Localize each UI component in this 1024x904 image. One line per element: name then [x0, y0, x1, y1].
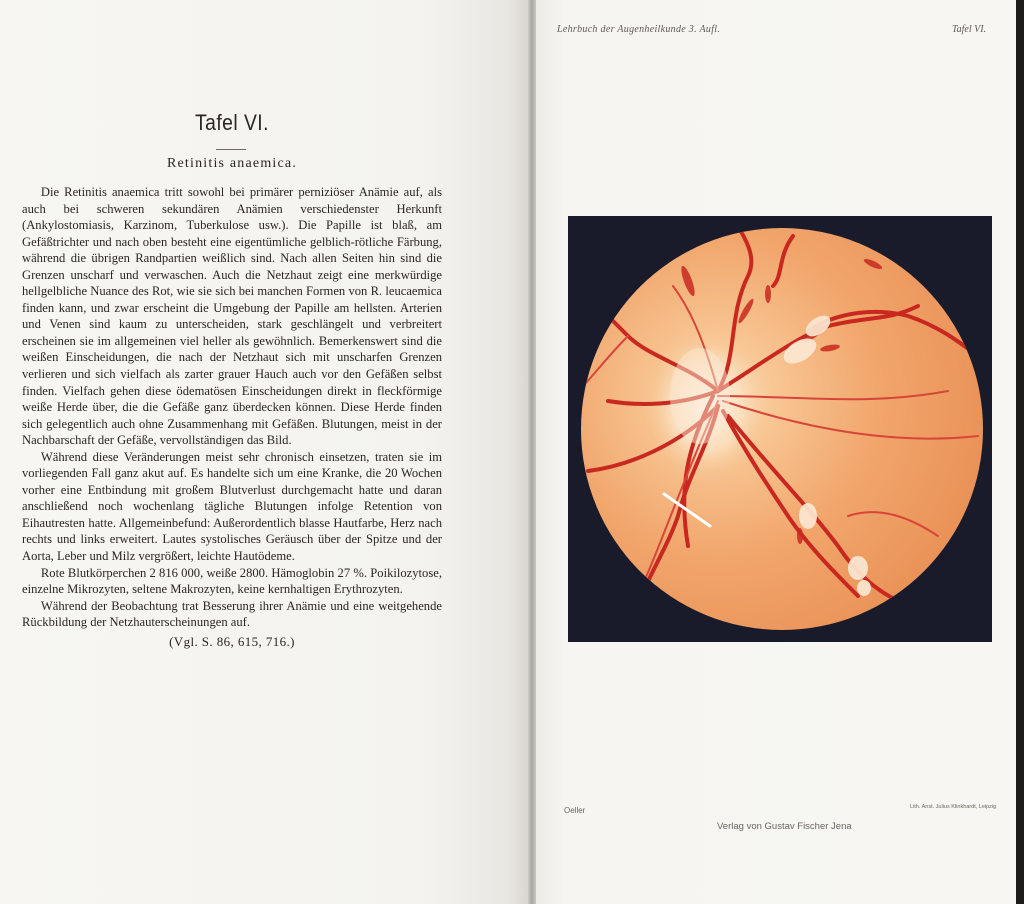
page-edge: [1016, 0, 1024, 904]
body-text: [22, 184, 442, 650]
paragraph-3: Rote Blutkörperchen 2 816 000, weiße 2800. Hämoglobin 27 %. Poikilozytose, einzelne Mikrozyten, seltene Makrozyten, keine kernhaltigen Erythrozyten.: [22, 565, 442, 597]
artist-credit: Oeller: [564, 806, 586, 815]
running-head: Lehrbuch der Augenheilkunde 3. Aufl.: [557, 24, 721, 35]
page-subtitle: Retinitis anaemica.: [166, 156, 298, 171]
title-divider: [216, 149, 246, 150]
paragraph-4: Während der Beobachtung trat Besserung ihrer Anämie und eine weitgehende Rückbildung der Netzhauterscheinungen auf.: [22, 598, 442, 630]
page-title: Tafel VI.: [195, 110, 269, 135]
book-gutter: [528, 0, 536, 904]
plate-number: Tafel VI.: [952, 24, 987, 35]
fundus-plate: [568, 216, 992, 642]
fundus-illustration: [568, 216, 992, 642]
paragraph-1: Die Retinitis anaemica tritt sowohl bei primärer perniziöser Anämie auf, als auch bei schweren sekundären Anämien verschiedenster Herkunft (Ankylostomiasis, Karzinom, Tuberkulose usw.). Die Papille ist blaß, am Gefäßtrichter und nach oben besteht eine eigentümliche gelblich-rötliche Färbung, während die übrigen Randpartien weißlich sind. Nach allen Seiten hin sind die Grenzen unscharf und verwaschen. Auch die Netzhaut zeigt eine merkwürdige hellgelbliche Nuance des Rot, wie sie sich bei manchen Formen von R. leucaemica finden kann, und zwar erscheint die Umgebung der Papille am hellsten. Arterien und Venen sind kaum zu unterscheiden, stark geschlängelt und verbreitert erscheinen sie im allgemeinen viel heller als gewöhnlich. Bemerkenswert sind die weißen Einscheidungen, die nach der Netzhaut sich mit unscharfen Grenzen verlieren und sich vielfach als zarter grauer Hauch auch vor den Gefäßen selbst finden. Vielfach gehen diese ödematösen Einscheidungen direkt in fleckförmige weiße Herde über, die die Gefäße ganz überdecken können. Diese Herde finden sich gelegentlich auch ohne Zusammenhang mit Gefäßen. Blutungen, meist in der Nachbarschaft der Gefäße, vervollständigen das Bild.: [22, 185, 442, 448]
lithographer-credit: Lith. Anst. Julius Klinkhardt, Leipzig: [910, 804, 997, 810]
publisher-imprint: Verlag von Gustav Fischer Jena: [717, 821, 852, 832]
paragraph-2: Während diese Veränderungen meist sehr chronisch einsetzen, traten sie im vorliegenden Fall ganz akut auf. Es handelte sich um eine Kranke, die 20 Wochen vorher eine Entbindung mit großem Blutverlust durchgemacht hatte und daran anschließend noch wochenlang tägliche Blutungen infolge Retention von Eihautresten hatte. Allgemeinbefund: Außerordentlich blasse Hautfarbe, Herz nach rechts und links erweitert. Lautes systolisches Geräusch über der Spitze und der Aorta, Leber und Milz vergrößert, leichte Hautödeme.: [22, 449, 442, 564]
page-reference: (Vgl. S. 86, 615, 716.): [169, 633, 295, 649]
